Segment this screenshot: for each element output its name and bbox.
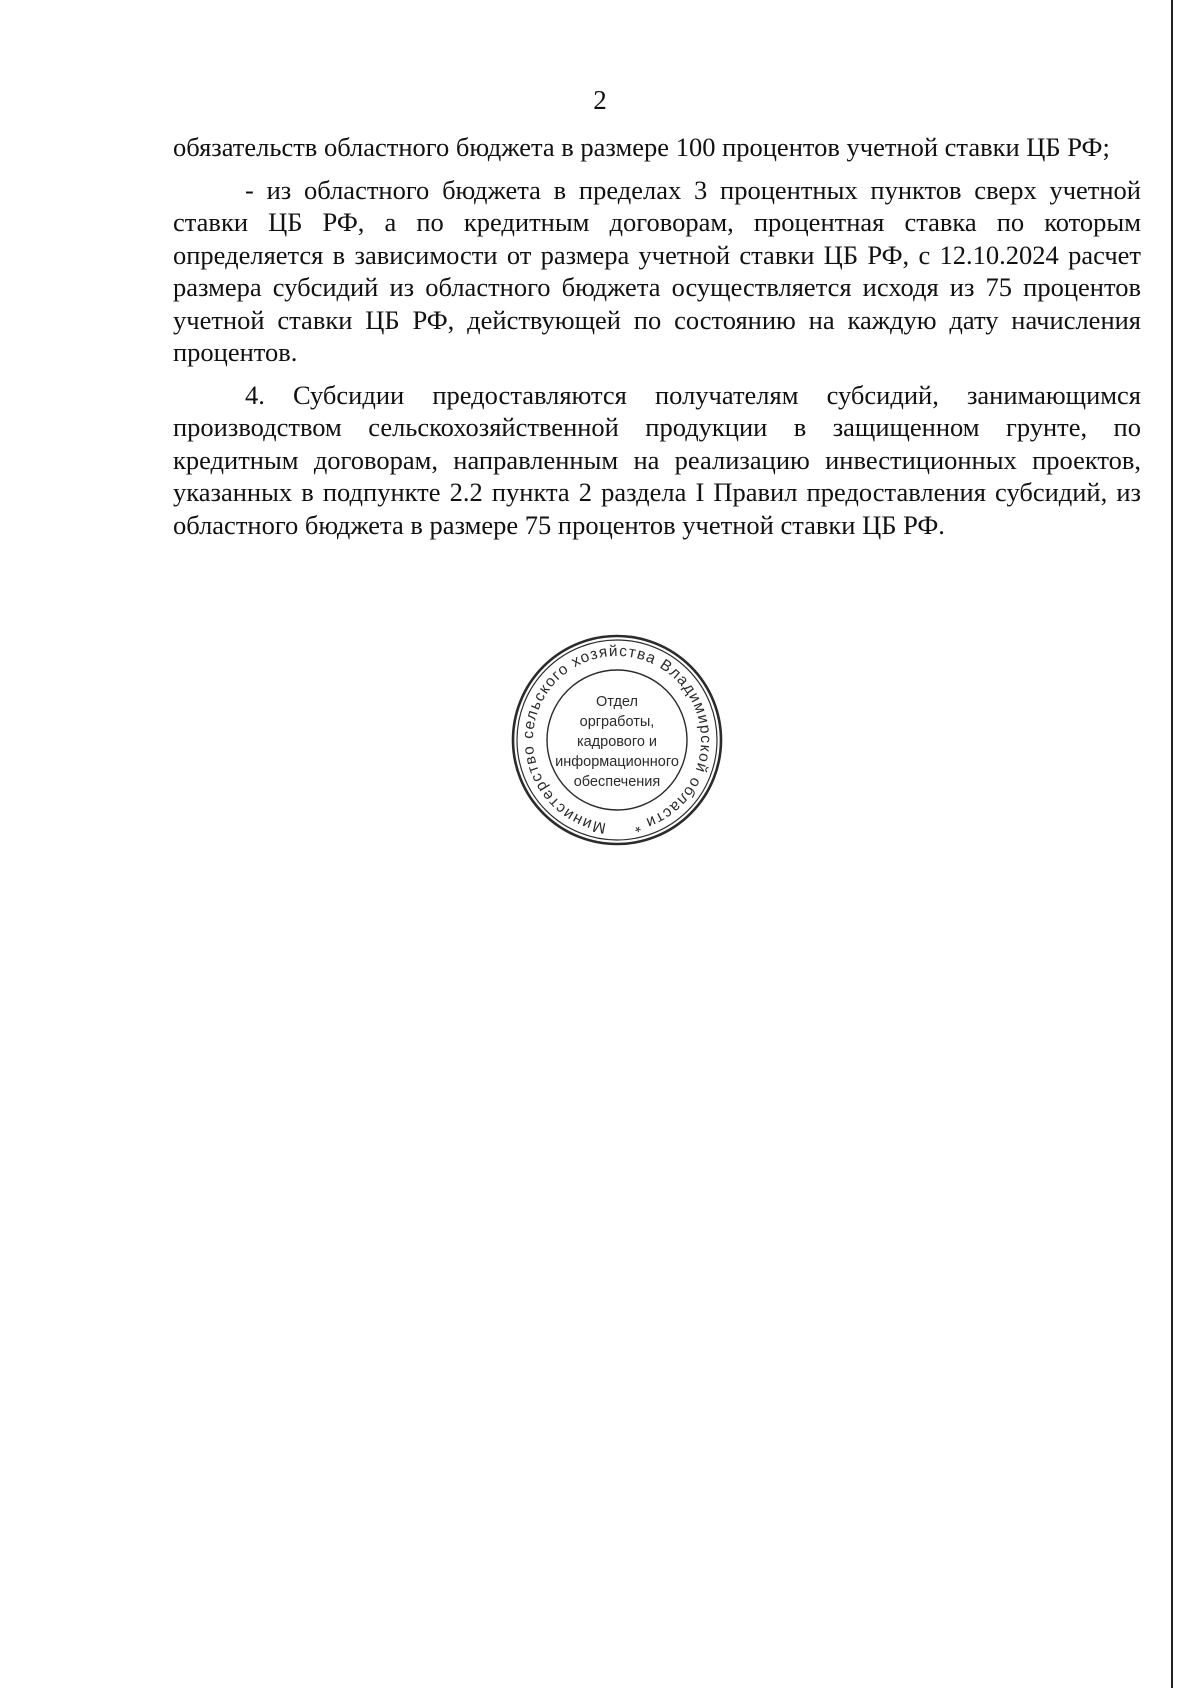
stamp-ring-text: Министерство сельского хозяйства Владимирской области *: [519, 642, 715, 837]
page-edge-line: [1171, 0, 1173, 1688]
official-stamp: [507, 630, 727, 850]
stamp-center-line: кадрового и: [576, 734, 658, 750]
stamp-graphic: [507, 630, 727, 850]
stamp-center-line: Отдел: [596, 694, 638, 710]
paragraph-item-4: 4. Субсидии предоставляются получателям субсидий, занимающимся производством сельскохозяйственной продукции в защищенном грунте, по кредитным договорам, направленным на реализацию инвестиционных проектов, указанных в подпункте 2.2 пункта 2 раздела I Правил предоставления субсидий, из областного бюджета в размере 75 процентов учетной ставки ЦБ РФ.: [173, 379, 1141, 540]
stamp-center-line: обеспечения: [573, 774, 661, 790]
paragraph-bullet: - из областного бюджета в пределах 3 процентных пунктов сверх учетной ставки ЦБ РФ, а по кредитным договорам, процентная ставка по которым определяется в зависимости от размера учетной ставки ЦБ РФ, с 12.10.2024 расчет размера субсидий из областного бюджета осуществляется исходя из 75 процентов учетной ставки ЦБ РФ, действующей по состоянию на каждую дату начисления процентов.: [173, 174, 1141, 367]
stamp-center-line: информационного: [555, 754, 679, 770]
page-number: 2: [593, 85, 607, 115]
paragraph-continuation: обязательств областного бюджета в размере 100 процентов учетной ставки ЦБ РФ;: [173, 132, 1110, 162]
stamp-center-line: оргработы,: [579, 714, 655, 730]
stamp-center-text: [555, 694, 679, 790]
document-body: [173, 131, 1141, 551]
